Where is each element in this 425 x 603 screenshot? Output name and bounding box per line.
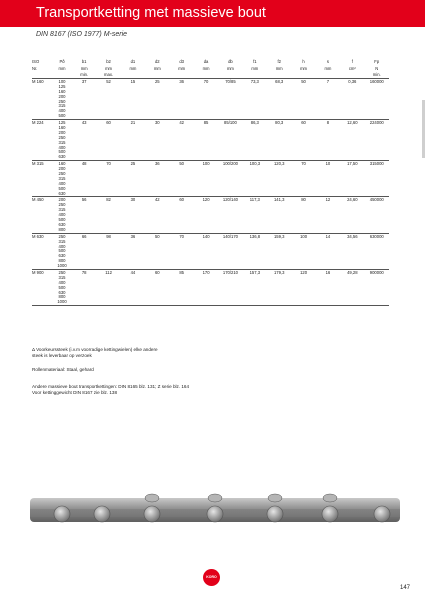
iso-cell: M 224 [32,120,52,161]
value-cell: 900000 [365,269,390,305]
chain-spec-table [32,58,389,306]
value-cell: 315000 [365,161,390,197]
chain-roller-3 [268,494,282,502]
pitch-value: 100 [58,79,66,84]
iso-cell: M 160 [32,79,52,120]
value-cell: 7 [316,79,340,120]
header-cell: d1 [130,58,136,64]
pitch-cell [52,197,72,233]
value-cell: 36 [121,233,145,269]
value-cell: 179,3 [267,269,291,305]
value-cell: 120/140 [218,197,242,233]
koro-logo [203,569,220,586]
value-cell: 25 [121,161,145,197]
value-cell: 36 [145,161,169,197]
iso-cell: M 450 [32,197,52,233]
chain-pin-5 [267,506,283,522]
reference-note-line-1: Andere massieve bout transportkettingen: DIN 8165 blz. 131; Z serie blz. 164 [32,384,190,389]
table-row [32,269,389,305]
header-cell: s [326,58,329,64]
header-cell: mm [80,65,88,71]
pitch-value: 250 [58,171,66,177]
pitch-value: 500 [58,284,66,290]
header-cell: mm [275,65,283,71]
value-cell: 70 [96,161,120,197]
pitch-cell [52,269,72,305]
pitch-value: 500 [58,113,66,119]
value-cell: 37 [72,79,96,120]
pitch-value: 200 [58,166,66,172]
table-row [32,233,389,269]
chain-drawing [30,483,400,531]
header-cell: db [228,58,233,64]
table-row [32,79,389,120]
header-cell: min. [80,71,89,77]
value-cell: 85/100 [218,120,242,161]
value-cell: 117,3 [243,197,267,233]
header-cell: min. [372,71,381,77]
value-cell: 112 [96,269,120,305]
value-cell: 60 [145,269,169,305]
value-cell: 100,3 [243,161,267,197]
pitch-value: 250 [58,98,66,104]
pitch-value: 125 [58,83,66,89]
header-cell: Fp [374,58,380,64]
header-cell: d2 [154,58,160,64]
table-row [32,120,389,161]
value-cell: 68,3 [267,79,291,120]
header-cell: Pð [59,58,65,64]
value-cell: 12 [316,197,340,233]
pitch-value: 250 [58,269,66,275]
value-cell: 73,3 [243,79,267,120]
iso-cell: M 630 [32,233,52,269]
value-cell: 24,60 [340,197,364,233]
value-cell: 0,36 [340,79,364,120]
header-cell: mm [226,65,234,71]
chain-pin-1 [54,506,70,522]
value-cell: 50 [170,161,194,197]
pitch-cell [52,161,72,197]
table-row [32,161,389,197]
pitch-value: 200 [58,93,66,99]
title-bar [0,0,425,27]
header-cell: b2 [106,58,111,64]
value-cell: 52 [96,79,120,120]
pitch-cell [52,120,72,161]
pitch-value: 400 [58,180,66,186]
pitch-value: 1000 [57,263,67,269]
value-cell: 70 [170,233,194,269]
value-cell: 170 [194,269,218,305]
value-cell: 100 [194,161,218,197]
value-cell: 159,3 [267,233,291,269]
page-number: 147 [400,585,411,591]
value-cell: 160000 [365,79,390,120]
header-cell: mm [251,65,259,71]
value-cell: 42 [170,120,194,161]
value-cell: 630000 [365,233,390,269]
header-cell: mm [178,65,186,71]
pitch-value: 160 [58,125,66,131]
header-cell: f [351,58,353,64]
value-cell: 15 [121,79,145,120]
page-subtitle: DIN 8167 (ISO 1977) M-serie [36,31,128,38]
chain-pin-6 [322,506,338,522]
table-header-row [32,58,389,66]
header-cell: N [375,65,379,71]
header-cell: cm² [348,65,356,71]
pitch-value: 500 [58,217,66,223]
pitch-value: 400 [58,212,66,218]
pitch-value: 400 [58,144,66,150]
pitch-value: 250 [58,202,66,208]
value-cell: 85 [194,120,218,161]
value-cell: 85 [170,269,194,305]
value-cell: 42 [145,197,169,233]
pitch-value: 400 [58,279,66,285]
pitch-value: 800 [58,258,66,264]
value-cell: 60 [291,120,315,161]
value-cell: 50 [291,79,315,120]
header-cell: b1 [81,58,87,64]
value-cell: 30 [145,120,169,161]
value-cell: 8 [316,120,340,161]
value-cell: 50 [145,233,169,269]
pitch-value: 315 [58,207,66,213]
pitch-value: 315 [58,175,66,181]
value-cell: 66 [72,233,96,269]
value-cell: 224000 [365,120,390,161]
value-cell: 70 [291,161,315,197]
header-cell: max. [104,71,114,77]
value-cell: 25 [145,79,169,120]
value-cell: 120,3 [267,161,291,197]
value-cell: 136,8 [243,233,267,269]
chain-pin-4 [207,506,223,522]
value-cell: 450000 [365,197,390,233]
pitch-value: 630 [58,154,66,160]
chain-roller-1 [145,494,159,502]
pitch-value: 800 [58,226,66,232]
header-cell: mm [58,65,66,71]
pitch-value: 1000 [57,299,67,305]
pitch-value: 500 [58,185,66,191]
pitch-value: 250 [58,233,66,239]
value-cell: 10 [316,161,340,197]
value-cell: 78 [72,269,96,305]
pitch-value: 500 [58,248,66,254]
chain-roller-2 [208,494,222,502]
pitch-value: 315 [58,238,66,244]
header-cell: f1 [253,58,257,64]
pitch-note-line-2: steek is leverbaar op verzoek [32,353,92,358]
header-cell: mm [105,65,113,71]
reference-note-line-2: Voor kettinggewicht DIN 8167 zie blz. 138 [32,390,118,395]
header-cell: mm [324,65,332,71]
value-cell: 82 [96,197,120,233]
value-cell: 170/210 [218,269,242,305]
header-cell: h [302,58,305,64]
header-cell: mm [300,65,308,71]
value-cell: 34,56 [340,233,364,269]
value-cell: 120 [291,269,315,305]
pitch-value: 315 [58,274,66,280]
pitch-value: 315 [58,139,66,145]
value-cell: 140 [194,233,218,269]
header-cell: da [203,58,209,64]
value-cell: 70/85 [218,79,242,120]
pitch-value: 630 [58,190,66,196]
reference-note [32,384,189,396]
iso-cell: M 900 [32,269,52,305]
pitch-value: 630 [58,289,66,295]
header-cell: Nr. [32,65,38,71]
pitch-value: 125 [58,120,66,126]
pitch-value: 800 [58,294,66,300]
pitch-cell [52,233,72,269]
value-cell: 21 [121,120,145,161]
value-cell: 30 [121,197,145,233]
value-cell: 14 [316,233,340,269]
value-cell: 17,50 [340,161,364,197]
value-cell: 141,3 [267,197,291,233]
value-cell: 120 [194,197,218,233]
header-cell: d3 [179,58,185,64]
chain-roller-4 [323,494,337,502]
value-cell: 100 [291,233,315,269]
value-cell: 44 [121,269,145,305]
pitch-value: 630 [58,221,66,227]
pitch-cell [52,79,72,120]
pitch-value: 400 [58,108,66,114]
value-cell: 48 [72,161,96,197]
chain-illustration [30,483,400,531]
pitch-value: 500 [58,149,66,155]
logo-text: KORO [206,575,217,579]
header-cell: mm [153,65,161,71]
value-cell: 60 [170,197,194,233]
chain-pin-3 [144,506,160,522]
value-cell: 157,3 [243,269,267,305]
pitch-note [32,347,158,359]
value-cell: 36 [170,79,194,120]
value-cell: 49,28 [340,269,364,305]
pitch-value: 200 [58,197,66,203]
pitch-value: 160 [58,88,66,94]
pitch-value: 250 [58,134,66,140]
table-body [32,79,389,306]
pitch-value: 315 [58,103,66,109]
value-cell: 98 [96,233,120,269]
value-cell: 70 [194,79,218,120]
value-cell: 60 [96,120,120,161]
value-cell: 12,60 [340,120,364,161]
value-cell: 43 [72,120,96,161]
page-title: Transportketting met massieve bout [36,5,266,21]
value-cell: 16 [316,269,340,305]
header-cell: mm [129,65,137,71]
header-cell: f2 [277,58,281,64]
value-cell: 86,3 [243,120,267,161]
value-cell: 100/200 [218,161,242,197]
iso-cell: M 315 [32,161,52,197]
pitch-value: 200 [58,129,66,135]
chain-pin-7 [374,506,390,522]
header-cell: mm [202,65,210,71]
chain-pin-2 [94,506,110,522]
value-cell: 140/170 [218,233,242,269]
material-note: Rollenmateriaal: Staal, gehard [32,367,94,372]
header-cell: ISO [32,58,40,64]
value-cell: 56 [72,197,96,233]
pitch-value: 160 [58,161,66,167]
pitch-value: 630 [58,253,66,259]
table-row [32,197,389,233]
value-cell: 80 [291,197,315,233]
pitch-value: 400 [58,243,66,249]
pitch-note-line-1: Δ Voorkeurssteek (i.v.m voorradige kettingwielen) elke andere [32,347,158,352]
value-cell: 80,3 [267,120,291,161]
